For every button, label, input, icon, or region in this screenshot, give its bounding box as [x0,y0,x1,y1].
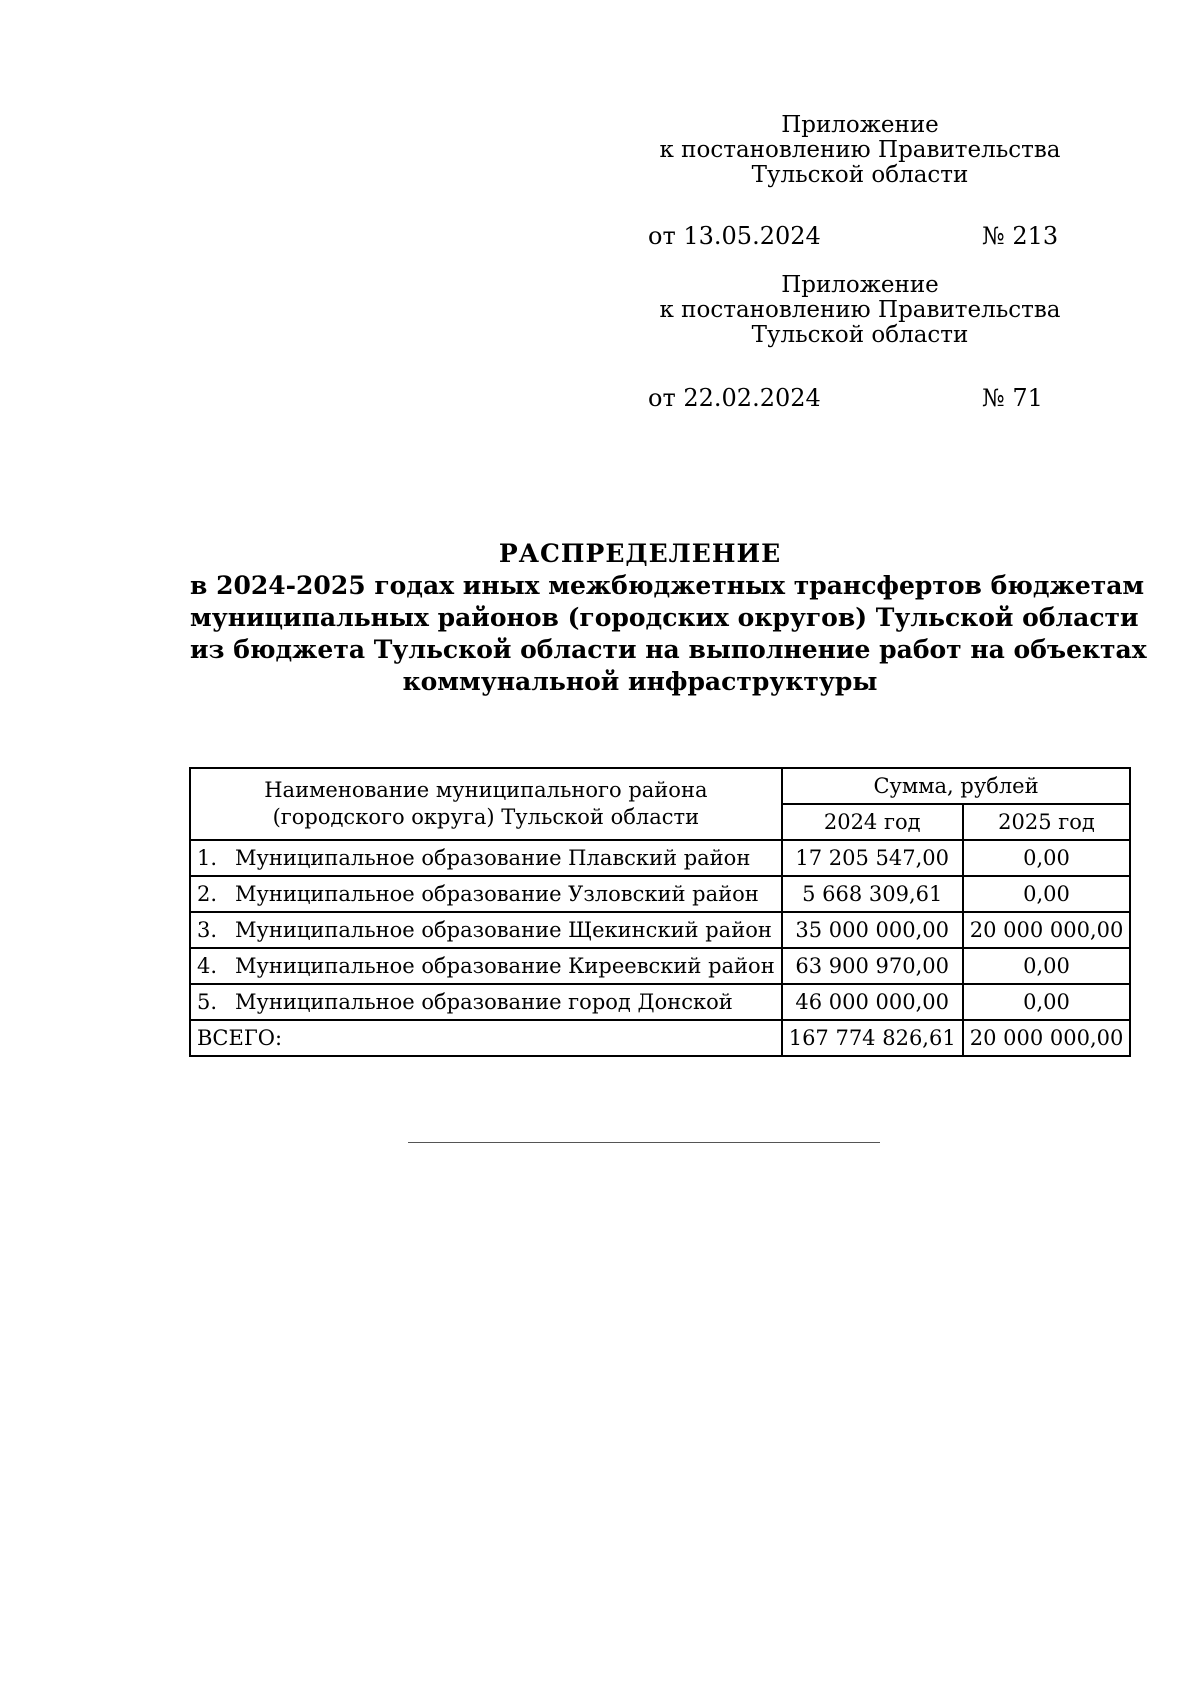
title-line: муниципальных районов (городских округов) Тульской области [190,603,1139,632]
header-year-2024: 2024 год [782,804,963,840]
title-line: из бюджета Тульской области на выполнение работ на объектах [190,635,1147,664]
table-row [190,912,1130,948]
row-number: 3. [197,918,218,942]
row-number: 4. [197,954,218,978]
row-name-cell [190,912,782,948]
appendix-region: Тульской области [751,162,969,188]
table-row [190,840,1130,876]
row-number: 5. [197,990,218,1014]
row-name-cell [190,840,782,876]
distribution-table [189,767,1131,1057]
title-line: в 2024-2025 годах иных межбюджетных трансфертов бюджетам [190,571,1145,600]
row-amount-2024: 63 900 970,00 [782,948,963,984]
row-name-cell [190,984,782,1020]
appendix-label: Приложение [781,272,939,298]
table-row [190,948,1130,984]
decree-date-current: от 13.05.2024 [648,222,821,250]
appendix-region: Тульской области [751,322,969,348]
row-number: 2. [197,882,218,906]
row-amount-2025: 20 000 000,00 [963,912,1131,948]
header-name-cell [190,768,782,840]
end-divider [408,1142,880,1143]
header-name-line: Наименование муниципального района [264,778,708,802]
title-line: коммунальной инфраструктуры [402,667,878,696]
appendix-header-current [640,113,1080,188]
appendix-label: Приложение [781,112,939,138]
title-main: РАСПРЕДЕЛЕНИЕ [498,539,782,568]
header-sum-cell: Сумма, рублей [782,768,1131,804]
total-amount-2024: 167 774 826,61 [782,1020,963,1056]
row-amount-2025: 0,00 [963,840,1131,876]
row-amount-2024: 46 000 000,00 [782,984,963,1020]
row-amount-2024: 5 668 309,61 [782,876,963,912]
row-amount-2025: 0,00 [963,876,1131,912]
table-row [190,984,1130,1020]
appendix-header-original [640,273,1080,348]
total-label: ВСЕГО: [190,1020,782,1056]
row-number: 1. [197,846,218,870]
table-total-row [190,1020,1130,1056]
row-amount-2024: 35 000 000,00 [782,912,963,948]
row-name: Муниципальное образование Киреевский район [235,954,775,978]
decree-date-original: от 22.02.2024 [648,384,821,412]
row-name: Муниципальное образование Узловский район [235,882,759,906]
row-name: Муниципальное образование Щекинский район [235,918,772,942]
header-year-2025: 2025 год [963,804,1131,840]
row-name: Муниципальное образование Плавский район [235,846,751,870]
row-amount-2024: 17 205 547,00 [782,840,963,876]
header-name-line: (городского округа) Тульской области [272,805,700,829]
row-name-cell [190,948,782,984]
appendix-subject: к постановлению Правительства [659,297,1061,323]
row-name-cell [190,876,782,912]
table-row [190,876,1130,912]
row-amount-2025: 0,00 [963,948,1131,984]
decree-number-current: № 213 [982,222,1059,250]
row-name: Муниципальное образование город Донской [235,990,733,1014]
document-title [190,538,1147,698]
appendix-subject: к постановлению Правительства [659,137,1061,163]
row-amount-2025: 0,00 [963,984,1131,1020]
total-amount-2025: 20 000 000,00 [963,1020,1131,1056]
table-header-row [190,768,1130,804]
decree-number-original: № 71 [982,384,1043,412]
